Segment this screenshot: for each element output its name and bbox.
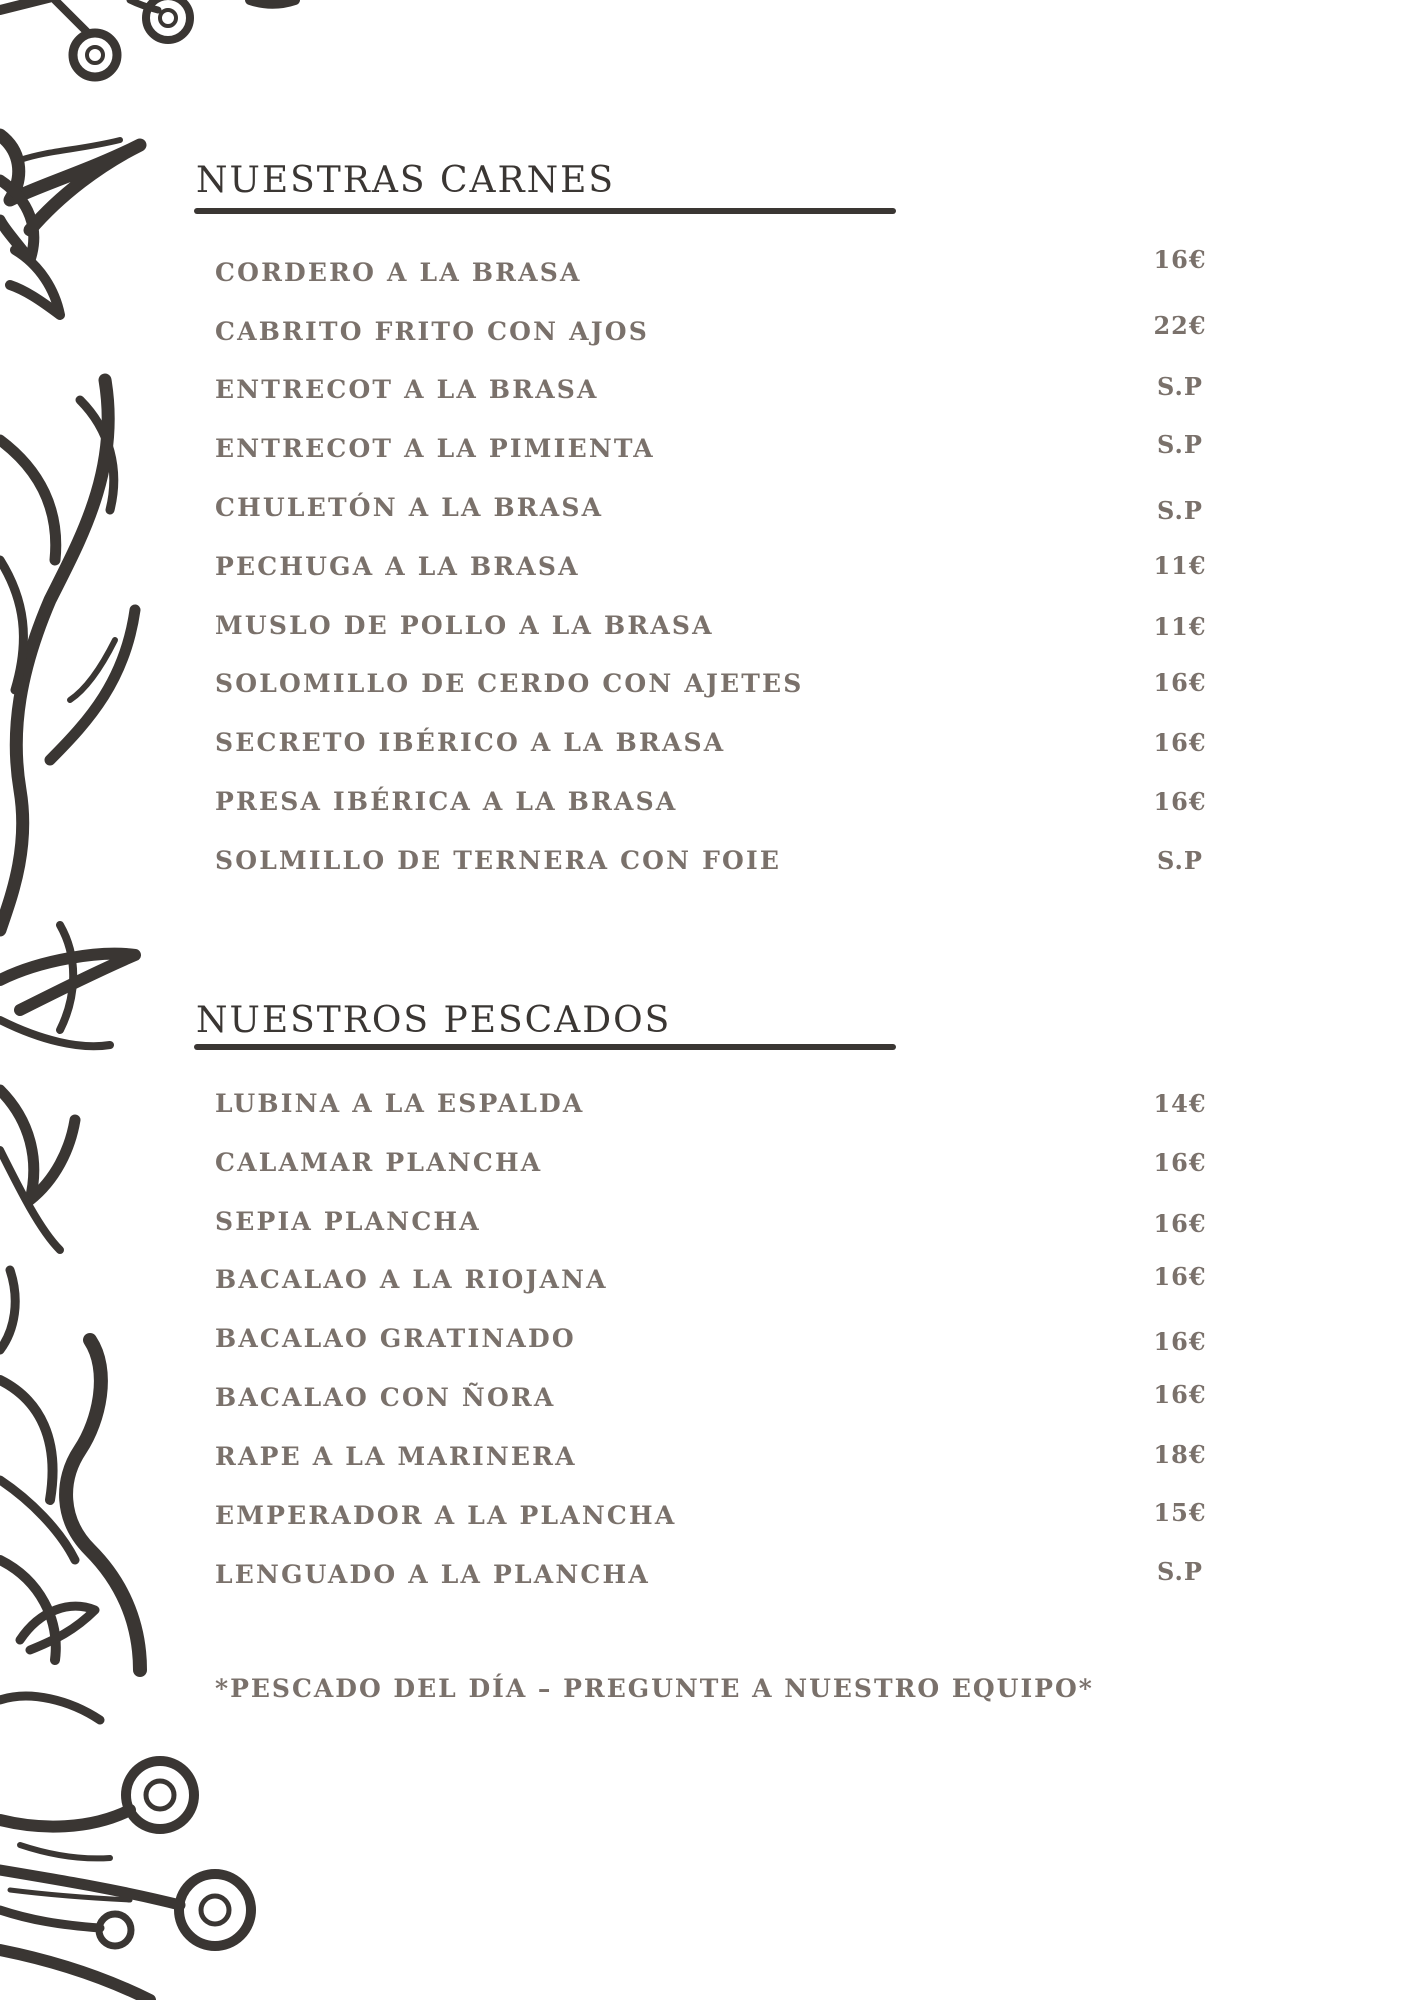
menu-item-name: RAPE A LA MARINERA — [215, 1442, 577, 1471]
menu-item-price: 16€ — [1153, 1209, 1207, 1238]
menu-item-name: BACALAO GRATINADO — [215, 1324, 576, 1353]
menu-item-price: 16€ — [1153, 787, 1207, 816]
menu-item-name: ENTRECOT A LA BRASA — [215, 375, 599, 404]
menu-item-name: SOLOMILLO DE CERDO CON AJETES — [215, 669, 804, 698]
menu-item-price: 16€ — [1153, 668, 1207, 697]
catch-of-the-day-note: *PESCADO DEL DÍA – PREGUNTE A NUESTRO EQUIPO* — [215, 1674, 1094, 1703]
menu-item-price: S.P — [1157, 372, 1203, 401]
menu-item-price: 16€ — [1153, 1380, 1207, 1409]
menu-item-price: 16€ — [1153, 245, 1207, 274]
menu-item-name: LUBINA A LA ESPALDA — [215, 1089, 585, 1118]
menu-item-price: S.P — [1157, 1557, 1203, 1586]
menu-item-price: 11€ — [1153, 551, 1207, 580]
menu-item-price: S.P — [1157, 846, 1203, 875]
menu-item-price: 16€ — [1153, 1148, 1207, 1177]
menu-item-name: CABRITO FRITO CON AJOS — [215, 317, 649, 346]
menu-item-price: 16€ — [1153, 728, 1207, 757]
menu-item-name: ENTRECOT A LA PIMIENTA — [215, 434, 655, 463]
section-title-pescados: NUESTROS PESCADOS — [196, 1000, 672, 1041]
menu-item-name: SOLMILLO DE TERNERA CON FOIE — [215, 846, 782, 875]
section-title-carnes: NUESTRAS CARNES — [196, 160, 616, 201]
menu-item-name: CHULETÓN A LA BRASA — [215, 493, 604, 522]
menu-item-price: S.P — [1157, 430, 1203, 459]
menu-item-price: 15€ — [1153, 1498, 1207, 1527]
menu-item-price: 11€ — [1153, 612, 1207, 641]
section-divider — [194, 1044, 896, 1050]
menu-item-name: LENGUADO A LA PLANCHA — [215, 1560, 650, 1589]
menu-item-price: 22€ — [1153, 311, 1207, 340]
menu-item-name: BACALAO CON ÑORA — [215, 1383, 556, 1412]
menu-item-price: 16€ — [1153, 1262, 1207, 1291]
section-divider — [194, 208, 896, 214]
menu-item-name: CALAMAR PLANCHA — [215, 1148, 543, 1177]
menu-item-name: BACALAO A LA RIOJANA — [215, 1265, 608, 1294]
menu-item-name: EMPERADOR A LA PLANCHA — [215, 1501, 677, 1530]
menu-item-name: MUSLO DE POLLO A LA BRASA — [215, 611, 714, 640]
menu-item-price: 18€ — [1153, 1440, 1207, 1469]
menu-item-price: 14€ — [1153, 1089, 1207, 1118]
menu-item-name: SECRETO IBÉRICO A LA BRASA — [215, 728, 726, 757]
menu-item-name: CORDERO A LA BRASA — [215, 258, 582, 287]
menu-item-price: S.P — [1157, 496, 1203, 525]
menu-item-price: 16€ — [1153, 1327, 1207, 1356]
menu-item-name: PRESA IBÉRICA A LA BRASA — [215, 787, 678, 816]
menu-item-name: PECHUGA A LA BRASA — [215, 552, 580, 581]
menu-item-name: SEPIA PLANCHA — [215, 1207, 481, 1236]
